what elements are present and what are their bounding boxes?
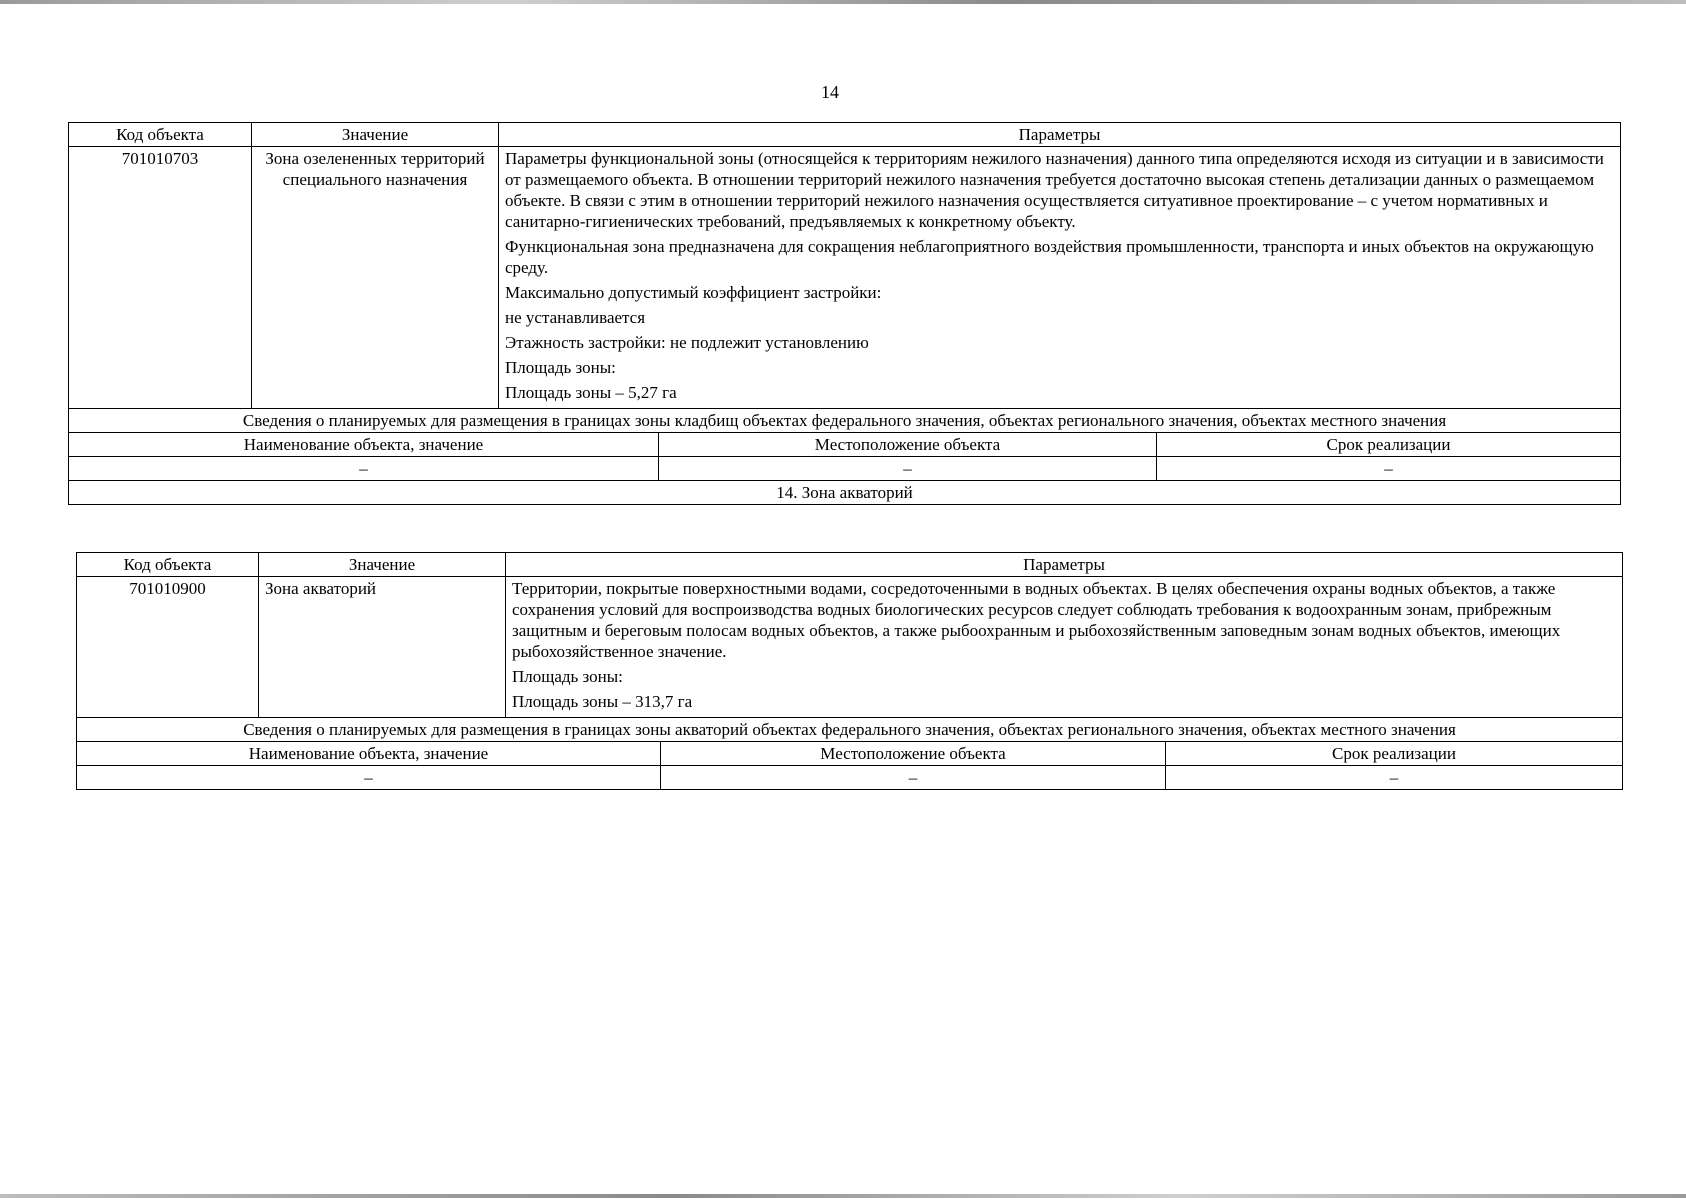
scan-edge-top [0,0,1686,4]
header-params: Параметры [499,123,1621,147]
planned-name: – [77,766,661,790]
zone-table-water-areas [76,552,1623,790]
params-paragraph: Этажность застройки: не подлежит установлению [505,333,869,352]
planned-header-row [77,742,1623,766]
params-paragraph: Функциональная зона предназначена для сокращения неблагоприятного воздействия промышленности, транспорта и иных объектов на окружающую среду. [505,237,1594,277]
planned-header-location: Местоположение объекта [661,742,1166,766]
params-paragraph: Максимально допустимый коэффициент застройки: [505,283,882,302]
params-paragraph: Площадь зоны – 5,27 га [505,383,677,402]
planned-header-name: Наименование объекта, значение [69,433,659,457]
planned-name: – [69,457,659,481]
planned-location: – [659,457,1157,481]
table-header-row [69,123,1621,147]
planned-row [77,766,1623,790]
object-value: Зона акваторий [259,577,506,718]
object-code: 701010900 [77,577,259,718]
zone-table-green-territories [68,122,1621,505]
object-code: 701010703 [69,147,252,409]
planned-row [69,457,1621,481]
params-paragraph: Территории, покрытые поверхностными водами, сосредоточенными в водных объектах. В целях обеспечения охраны водных объектов, а также сохранения условий для воспроизводства водных биологических ресурсов следует соблюдать требования к водоохранным зонам, прибрежным защитным и береговым полосам водных объектов, а также рыбоохранным и рыбохозяйственным заповедным зонам водных объектов, имеющих рыбохозяйственное значение. [512,579,1561,661]
planned-header-row [69,433,1621,457]
page-number: 14 [821,82,839,102]
object-value: Зона озелененных территорий специального назначения [252,147,499,409]
header-code: Код объекта [77,553,259,577]
planned-header-term: Срок реализации [1157,433,1621,457]
header-params: Параметры [506,553,1623,577]
params-paragraph: не устанавливается [505,308,646,327]
header-code: Код объекта [69,123,252,147]
params-paragraph: Параметры функциональной зоны (относящейся к территориям нежилого назначения) данного типа определяются исходя из ситуации и в зависимости от размещаемого объекта. В отношении территорий нежилого назначения требуется достаточно высокая степень детализации данных о размещаемом объекте. В связи с этим в отношении территорий нежилого назначения осуществляется ситуативное проектирование – с учетом нормативных и санитарно-гигиенических требований, предъявляемых к конкретному объекту. [505,149,1604,231]
object-params [499,147,1621,409]
planned-term: – [1157,457,1621,481]
header-value: Значение [252,123,499,147]
object-params [506,577,1623,718]
scan-edge-bottom [0,1194,1686,1198]
planned-header-name: Наименование объекта, значение [77,742,661,766]
table-header-row [77,553,1623,577]
planned-objects-title: Сведения о планируемых для размещения в границах зоны акваторий объектах федерального значения, объектах регионального значения, объектах местного значения [77,718,1623,742]
section-title-row [69,481,1621,505]
params-paragraph: Площадь зоны – 313,7 га [512,692,693,711]
params-paragraph: Площадь зоны: [512,667,623,686]
section-title: 14. Зона акваторий [69,481,1621,505]
planned-header-location: Местоположение объекта [659,433,1157,457]
planned-objects-title: Сведения о планируемых для размещения в границах зоны кладбищ объектах федерального значения, объектах регионального значения, объектах местного значения [69,409,1621,433]
planned-header-term: Срок реализации [1166,742,1623,766]
planned-location: – [661,766,1166,790]
params-paragraph: Площадь зоны: [505,358,616,377]
planned-term: – [1166,766,1623,790]
table-row [77,577,1623,718]
table-row [69,147,1621,409]
planned-title-row [69,409,1621,433]
planned-title-row [77,718,1623,742]
header-value: Значение [259,553,506,577]
